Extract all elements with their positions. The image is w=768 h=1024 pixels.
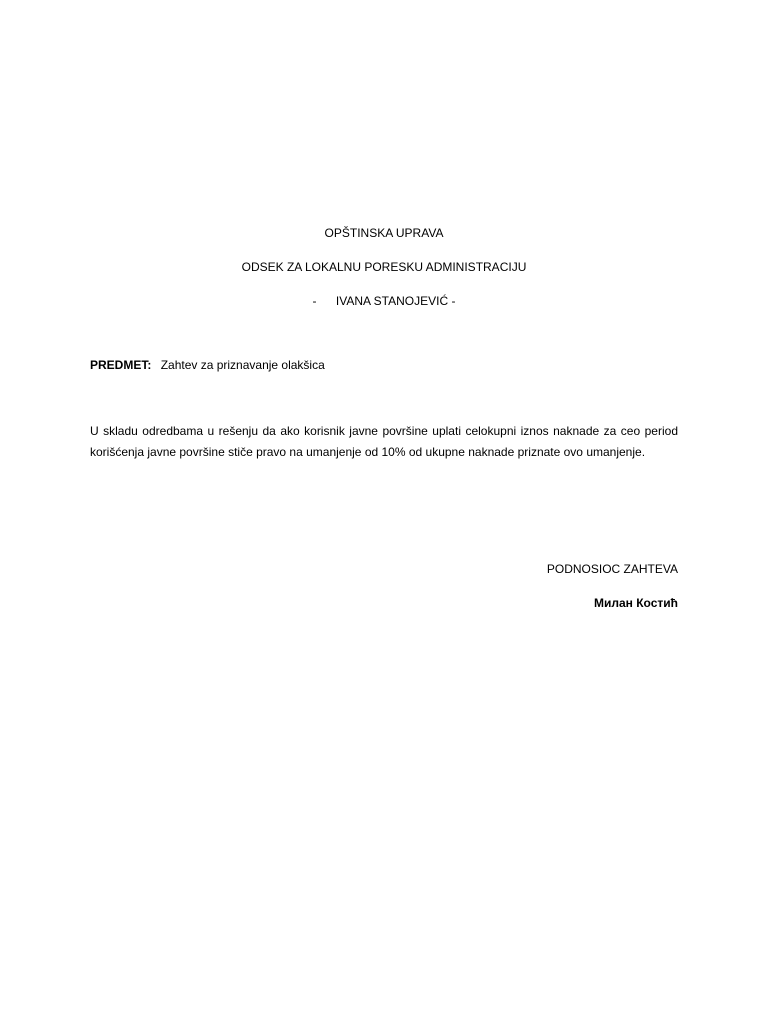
subject-label: PREDMET: [90, 358, 152, 372]
subject-line [90, 358, 325, 372]
signature-name: Милан Костић [593, 596, 678, 610]
header-recipient [0, 294, 768, 308]
body-paragraph: U skladu odredbama u rešenju da ako korisnik javne površine uplati celokupni iznos naknade za ceo period korišćenja javne površine stiče pravo na umanjenje od 10% od ukupne naknade priznate ovo umanjenje. [90, 424, 678, 459]
subject-text: Zahtev za priznavanje olakšica [160, 358, 325, 372]
header-recipient-name: IVANA STANOJEVIĆ - [335, 294, 456, 308]
signature-label: PODNOSIOC ZAHTEVA [546, 562, 678, 576]
header-department: ODSEK ZA LOKALNU PORESKU ADMINISTRACIJU [241, 260, 527, 274]
header-recipient-dash: - [312, 294, 317, 308]
header-municipal-administration: OPŠTINSKA UPRAVA [324, 226, 444, 240]
